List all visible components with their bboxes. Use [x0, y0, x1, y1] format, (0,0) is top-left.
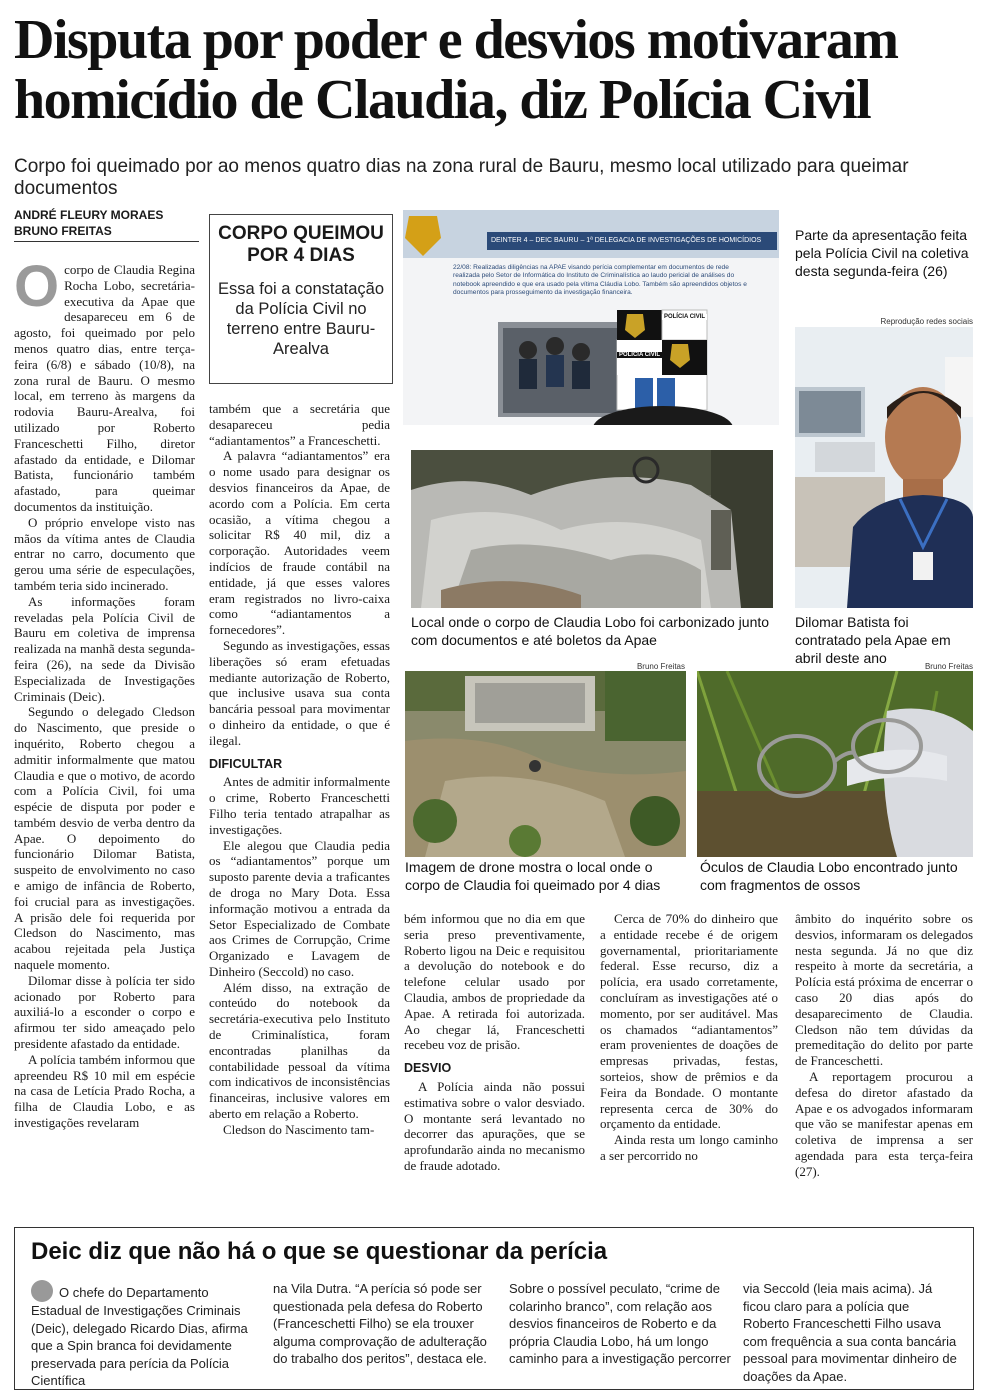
paragraph: também que a secretária que desapareceu pedia “adiantamentos” a Franceschetti.: [209, 401, 390, 448]
article-column-4: [600, 911, 778, 1164]
author-1: ANDRÉ FLEURY MORAES: [14, 208, 164, 222]
paragraph: âmbito do inquérito sobre os desvios, informaram os delegados nesta segunda. Já no que diz respeito à morte da secretária, a Polícia está próxima de encerrar o caso 20 dias após do desaparecimento de Claudia. Cledson não tem dúvidas da premeditação do delito por parte de Franceschetti.: [795, 911, 973, 1069]
portrait-caption: Dilomar Batista foi contratado pela Apae em abril deste ano: [795, 614, 951, 666]
paragraph: Além disso, na extração de conteúdo do notebook da secretária-executiva pelo Instituto de Criminalística, foram encontradas planilhas da contabilidade pessoal da vítima com indicativos de inconsistências financeiras, inclusive valores em aberto em relação a Roberto.: [209, 979, 390, 1122]
paragraph: Cledson do Nascimento tam-: [223, 1121, 375, 1137]
slide-badge-label: POLÍCIA CIVIL: [663, 314, 706, 320]
presentation-caption: Parte da apresentação feita pela Polícia Civil na coletiva desta segunda-feira (26): [795, 227, 969, 279]
ashes-photo: [411, 450, 773, 608]
paragraph: Ainda resta um longo caminho a ser percorrido no: [600, 1132, 778, 1163]
paragraph: Segundo as investigações, essas liberações só eram efetuadas mediante autorização de Roberto, que inclusive usava sua conta bancária pessoal para movimentar o dinheiro da entidade, o que é ilegal.: [209, 637, 390, 748]
sidebar-column-1: [31, 1280, 257, 1390]
portrait-image: [795, 327, 973, 608]
sidebar-title: Deic diz que não há o que se questionar da perícia: [31, 1238, 608, 1265]
paragraph: Ele alegou que Claudia pedia os “adiantamentos” porque um suposto parente devia a traficantes de droga no Mary Dota. Essa informação motivou a entrada da Setor Especializado de Combate aos Crimes de Corrupção, Crime Organizado e Lavagem de Dinheiro (Seccold) no caso.: [209, 837, 390, 979]
highlight-title: CORPO QUEIMOU POR 4 DIAS: [218, 223, 384, 266]
paragraph: A reportagem procurou a defesa do diretor afastado da Apae e os advogados informaram que vão se manifestar apenas em coletiva de imprensa a ser agendada para esta terça-feira (27).: [795, 1068, 973, 1179]
portrait-photo: [795, 327, 973, 608]
author-2: BRUNO FREITAS: [14, 224, 112, 238]
drone-photo: [405, 671, 686, 857]
paragraph: A palavra “adiantamentos” era o nome usado para designar os desvios financeiros da Apae, de acordo com a Polícia. Em certa ocasião, a vítima chegou a solicitar R$ 40 mil, diz a corporação. Autoridades veem indícios de fraude contábil na entidade, já que esses valores eram registrados no livro-caixa como “adiantamentos a fornecedores”.: [209, 448, 390, 638]
paragraph: Cerca de 70% do dinheiro que a entidade recebe é de origem governamental, prioritariamente federal. Esse recurso, diz a polícia, era usado corretamente, concluíram as investigações até o momento, por ser auditável. Mas os chamados “adiantamentos” eram provenientes de doações de empresas privadas, festas, sorteios, show de prêmios e da Feira da Bondade. O montante representa cerca de 30% do orçamento da entidade.: [600, 911, 778, 1132]
sidebar-text: na Vila Dutra. “A perícia só pode ser questionada pela defesa do Roberto (Franceschetti Filho) se ela trouxer alguma comprovação de adulteração do trabalho dos peritos”, destaca ele.: [273, 1281, 487, 1366]
paragraph: O próprio envelope visto nas mãos da vítima antes de Claudia entrar no carro, documento que gerou uma série de especulações, também teria sido incinerado.: [14, 514, 195, 593]
ashes-caption: Local onde o corpo de Claudia Lobo foi carbonizado junto com documentos e até boletos da Apae: [411, 614, 770, 648]
paragraph: Segundo o delegado Cledson do Nascimento, que preside o inquérito, Roberto chegou a admitir informalmente que matou Claudia e que o motivo, de acordo com a Polícia Civil, foi uma espécie de disputa por poder e também desvio de verba dentro da Apae. O depoimento do funcionário Dilomar Batista, suspeito de envolvimento no caso e amigo de infância de Roberto, foi crucial para as investigações. A prisão dele foi requerida por Cledson do Nascimento, mas acabou rejeitada pela Justiça naquele momento.: [14, 704, 195, 973]
section-heading: DIFICULTAR: [209, 756, 283, 771]
sidebar-box: [14, 1227, 974, 1390]
paragraph: As informações foram reveladas pela Polícia Civil de Bauru em coletiva de imprensa realizada na manhã desta segunda-feira (26), na sede da Divisão Especializada de Investigações Criminais (Deic).: [14, 593, 195, 704]
article-column-2: [209, 401, 390, 1138]
byline: [14, 207, 199, 242]
sidebar-column-2: [273, 1280, 493, 1368]
photo-credit: Bruno Freitas: [636, 662, 685, 671]
highlight-box: [209, 214, 393, 384]
deck: Corpo foi queimado por ao menos quatro dias na zona rural de Bauru, mesmo local utilizado para queimar documentos: [14, 156, 909, 199]
paragraph: bém informou que no dia em que seria preso preventivamente, Roberto ligou na Deic e requisitou a devolução do notebook e do telefone celular usado por Claudia, ambos de propriedade da Apae. A retirada foi autorizada. Ao chegar lá, Franceschetti recebeu voz de prisão.: [404, 911, 585, 1053]
sidebar-text: O chefe do Departamento Estadual de Investigações Criminais (Deic), delegado Ricardo Dias, afirma que a Spin branca foi devidamente preservada para perícia da Polícia Científica: [31, 1285, 248, 1388]
paragraph: A Polícia ainda não possui estimativa sobre o valor desviado. O montante será levantado no decorrer das apurações, que se aprofundarão ainda no mecanismo de fraude adotado.: [404, 1078, 585, 1173]
drone-caption: Imagem de drone mostra o local onde o corpo de Claudia foi queimado por 4 dias: [405, 859, 661, 893]
drop-cap: O: [14, 254, 60, 319]
paragraph: Antes de admitir informalmente o crime, Roberto Franceschetti Filho teria tentado atrapalhar as investigações.: [209, 774, 390, 837]
slide-header: DEINTER 4 – DEIC BAURU – 1ª DELEGACIA DE INVESTIGAÇÕES DE HOMICÍDIOS: [491, 237, 762, 244]
photo-credit: Reprodução redes sociais: [880, 317, 973, 326]
glasses-caption: Óculos de Claudia Lobo encontrado junto com fragmentos de ossos: [700, 859, 958, 893]
article-column-1: [14, 254, 195, 1131]
headline: Disputa por poder e desvios motivaram homicídio de Claudia, diz Polícia Civil: [14, 9, 898, 131]
drone-image: [405, 671, 686, 857]
presentation-photo: [403, 210, 779, 425]
ashes-image: [411, 450, 773, 608]
paragraph: corpo de Claudia Regina Rocha Lobo, secretária-executiva da Apae que desapareceu em 6 de agosto, foi queimado por pelo menos quatro dias, entre terça-feira (6/8) e sábado (10/8), na zona rural de Bauru. O mesmo local, em terreno às margens da rodovia Bauru-Arealva, foi utilizado por Roberto Franceschetti Filho, diretor afastado da entidade, e Dilomar Batista, funcionário também afastado, para queimar documentos da instituição.: [14, 262, 195, 514]
glasses-image: [697, 671, 973, 857]
sidebar-column-4: [743, 1280, 959, 1385]
photo-credit: Bruno Freitas: [924, 662, 973, 671]
section-heading: DESVIO: [404, 1061, 452, 1076]
bullet-icon: [31, 1280, 53, 1302]
paragraph: A polícia também informou que apreendeu R$ 10 mil em espécie na casa de Letícia Prado Rocha, a filha de Claudia Lobo, e as investigações revelaram: [14, 1051, 195, 1131]
slide-text: 22/08: Realizadas diligências na APAE visando perícia complementar em documentos de rede realizada pelo Setor de Informática do Instituto de Criminalística ao laudo pericial de análises do notebook apreendido e que era usado pela vítima Cláudia Lobo. Também são apreendidos objetos e documentos para prosseguimento da investigação financeira.: [453, 264, 747, 296]
sidebar-column-3: [509, 1280, 733, 1368]
article-column-5: [795, 911, 973, 1180]
sidebar-text: via Seccold (leia mais acima). Já ficou claro para a polícia que Roberto Franceschetti Filho usava com frequência a sua conta bancária pessoal para movimentar dinheiro de doações da Apae.: [743, 1281, 957, 1384]
highlight-body: Essa foi a constatação da Polícia Civil no terreno entre Bauru-Arealva: [217, 280, 384, 358]
slide-badge-label: POLÍCIA CIVIL: [618, 352, 661, 358]
paragraph: Dilomar disse à polícia ter sido acionado por Roberto para auxiliá-lo a esconder o corpo e afirmou ter sido ameaçado pelo presidente afastado da entidade.: [14, 972, 195, 1052]
article-column-3: [404, 911, 585, 1174]
glasses-photo: [697, 671, 973, 857]
sidebar-text: Sobre o possível peculato, “crime de colarinho branco”, com relação aos desvios financeiros de Roberto e da própria Claudia Lobo, há um longo caminho para a investigação percorrer: [509, 1281, 731, 1366]
